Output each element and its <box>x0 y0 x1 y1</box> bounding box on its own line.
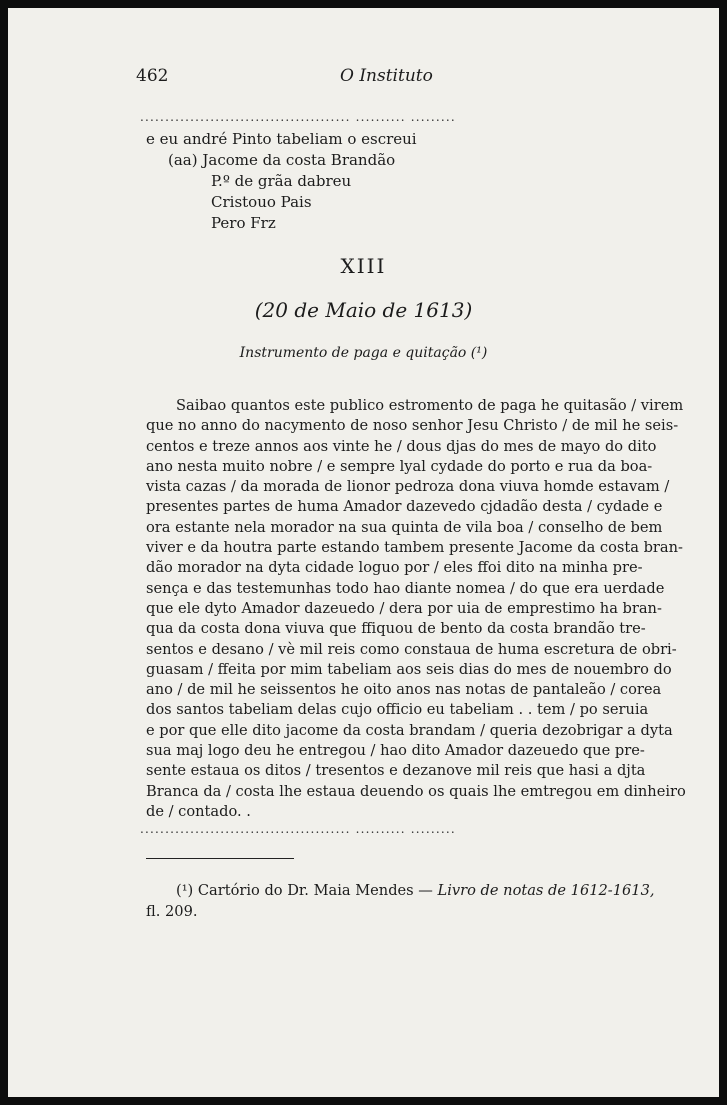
body-line: guasam / ffeita por mim tabeliam aos seis dias do mes de nouembro do <box>146 660 672 678</box>
body-line: dos santos tabeliam delas cujo officio eu tabeliam . . tem / po seruia <box>146 701 649 719</box>
section-number: XIII <box>340 254 387 278</box>
signature-line-cristouo: Cristouo Pais <box>211 193 312 211</box>
footnote-line-1 <box>146 880 655 901</box>
body-line: qua da costa dona viuva que ffiquou de bento da costa brandão tre- <box>146 620 646 638</box>
footnote-text: Cartório do Dr. Maia Mendes — <box>197 882 433 899</box>
body-line: vista cazas / da morada de lionor pedroza dona viuva homde estavam / <box>146 478 670 496</box>
page-number: 462 <box>136 66 169 86</box>
body-line: Saibao quantos este publico estromento de paga he quitasão / virem <box>176 397 684 414</box>
body-line: sente estaua os ditos / tresentos e dezanove mil reis que hasi a djta <box>146 762 646 780</box>
footnote-rule <box>146 858 294 859</box>
body-line: dão morador na dyta cidade loguo por / eles ffoi dito na minha pre- <box>146 559 643 577</box>
body-line: e por que elle dito jacome da costa brandam / queria dezobrigar a dyta <box>146 721 673 739</box>
body-line: sença e das testemunhas todo hao diante nomea / do que era uerdade <box>146 579 665 597</box>
body-line: viver e da houtra parte estando tambem presente Jacome da costa bran- <box>146 539 683 557</box>
body-line: de / contado. . <box>146 802 251 820</box>
footnote-folio: fl. 209. <box>146 903 198 920</box>
body-line: ano nesta muito nobre / e sempre lyal cydade do porto e rua da boa- <box>146 457 653 475</box>
body-line: sentos e desano / vè mil reis como constaua de huma escretura de obri- <box>146 640 677 658</box>
body-line: presentes partes de huma Amador dazevedo cjdadão desta / cydade e <box>146 498 663 516</box>
ellipsis-line-top: .......................................... .......... ......... <box>140 110 456 124</box>
footnote-book-title: Livro de notas de 1612-1613, <box>437 882 655 899</box>
body-line: sua maj logo deu he entregou / hao dito Amador dazeuedo que pre- <box>146 742 645 760</box>
body-line: que no anno do nacymento de noso senhor Jesu Christo / de mil he seis- <box>146 417 679 435</box>
body-line: que ele dyto Amador dazeuedo / dera por uia de emprestimo ha bran- <box>146 599 662 617</box>
body-line: ano / de mil he seissentos he oito anos nas notas de pantaleão / corea <box>146 681 662 699</box>
body-line: ora estante nela morador na sua quinta de vila boa / conselho de bem <box>146 518 663 536</box>
footnote <box>146 880 655 922</box>
signature-line-pero-frz: Pero Frz <box>211 214 276 232</box>
body-paragraph <box>146 396 686 822</box>
signature-line-notary: e eu andré Pinto tabeliam o escreui <box>146 130 417 148</box>
section-subtitle: Instrumento de paga e quitação (¹) <box>239 345 488 361</box>
section-date: (20 de Maio de 1613) <box>254 298 473 322</box>
signature-line-jacome: (aa) Jacome da costa Brandão <box>168 151 396 169</box>
running-title: O Instituto <box>340 66 433 86</box>
signature-line-pero-graa: P.º de grãa dabreu <box>211 172 352 190</box>
body-line: Branca da / costa lhe estaua deuendo os quais lhe emtregou em dinheiro <box>146 782 686 800</box>
ellipsis-line-bottom: .......................................... .......... ......... <box>140 822 456 836</box>
body-line: centos e treze annos aos vinte he / dous djas do mes de mayo do dito <box>146 437 657 455</box>
footnote-marker: (¹) <box>176 882 194 899</box>
